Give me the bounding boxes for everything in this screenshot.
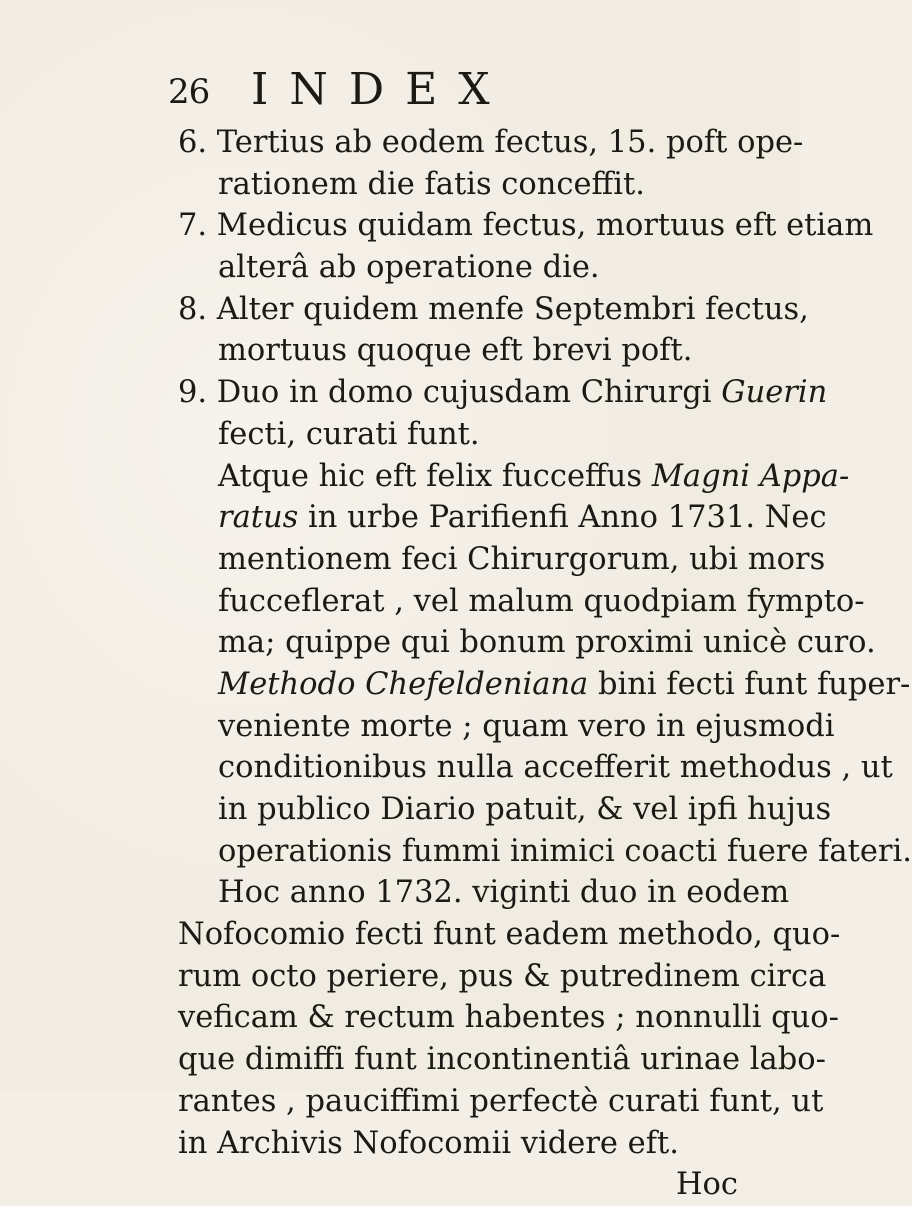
page-header [168, 64, 668, 114]
text-line: rationem die fatis conceffit. [218, 166, 645, 202]
text-line: Nofocomio fecti funt eadem methodo, quo- [178, 917, 841, 953]
text-line: conditionibus nulla accefferit methodus , ut [218, 750, 893, 786]
text-line: fecti, curati funt. [218, 416, 480, 452]
text-segment: bini fecti funt fuper- [597, 666, 911, 702]
text-line: 7. Medicus quidam fectus, mortuus eft etiam [178, 208, 874, 244]
text-line: in Archivis Nofocomii videre eft. [178, 1125, 679, 1161]
text-line: 6. Tertius ab eodem fectus, 15. poft ope- [178, 125, 804, 160]
text-segment: 9. Duo in domo cujusdam Chirurgi [178, 375, 712, 411]
text-line: rantes , pauciffimi perfectè curati funt, ut [178, 1083, 824, 1119]
italic-phrase: ratus [218, 500, 299, 536]
text-line: mortuus quoque eft brevi poft. [218, 333, 693, 369]
text-line: mentionem feci Chirurgorum, ubi mors [218, 541, 826, 577]
text-segment: Atque hic eft felix fucceffus [218, 458, 642, 494]
text-segment: in urbe Parifienfi Anno 1731. Nec [308, 500, 827, 536]
italic-phrase: Methodo Chefeldeniana [218, 666, 589, 702]
italic-name: Guerin [721, 375, 828, 411]
text-line: Hoc anno 1732. viginti duo in eodem [218, 875, 790, 911]
body-text [178, 122, 912, 1206]
catchword: Hoc [675, 1167, 738, 1203]
page-number: 26 [168, 72, 210, 112]
text-line [178, 372, 828, 414]
text-line: veniente morte ; quam vero in ejusmodi [218, 708, 835, 744]
text-line: ma; quippe qui bonum proximi unicè curo. [218, 625, 876, 661]
text-line: rum octo periere, pus & putredinem circa [178, 958, 827, 994]
text-line: operationis fummi inimici coacti fuere fateri. [218, 833, 912, 869]
text-line: que dimiffi funt incontinentiâ urinae labo- [178, 1042, 826, 1078]
text-line: in publico Diario patuit, & vel ipfi hujus [218, 792, 832, 827]
text-line [178, 456, 850, 498]
text-line [178, 664, 911, 706]
text-line [178, 497, 827, 539]
text-line: alterâ ab operatione die. [218, 250, 600, 286]
text-line: 8. Alter quidem menfe Septembri fectus, [178, 291, 809, 327]
italic-phrase: Magni Appa- [651, 458, 850, 494]
text-line: veficam & rectum habentes ; nonnulli quo- [178, 1000, 839, 1036]
running-title: INDEX [251, 64, 511, 115]
text-line: fucceflerat , vel malum quodpiam fympto- [218, 583, 865, 619]
